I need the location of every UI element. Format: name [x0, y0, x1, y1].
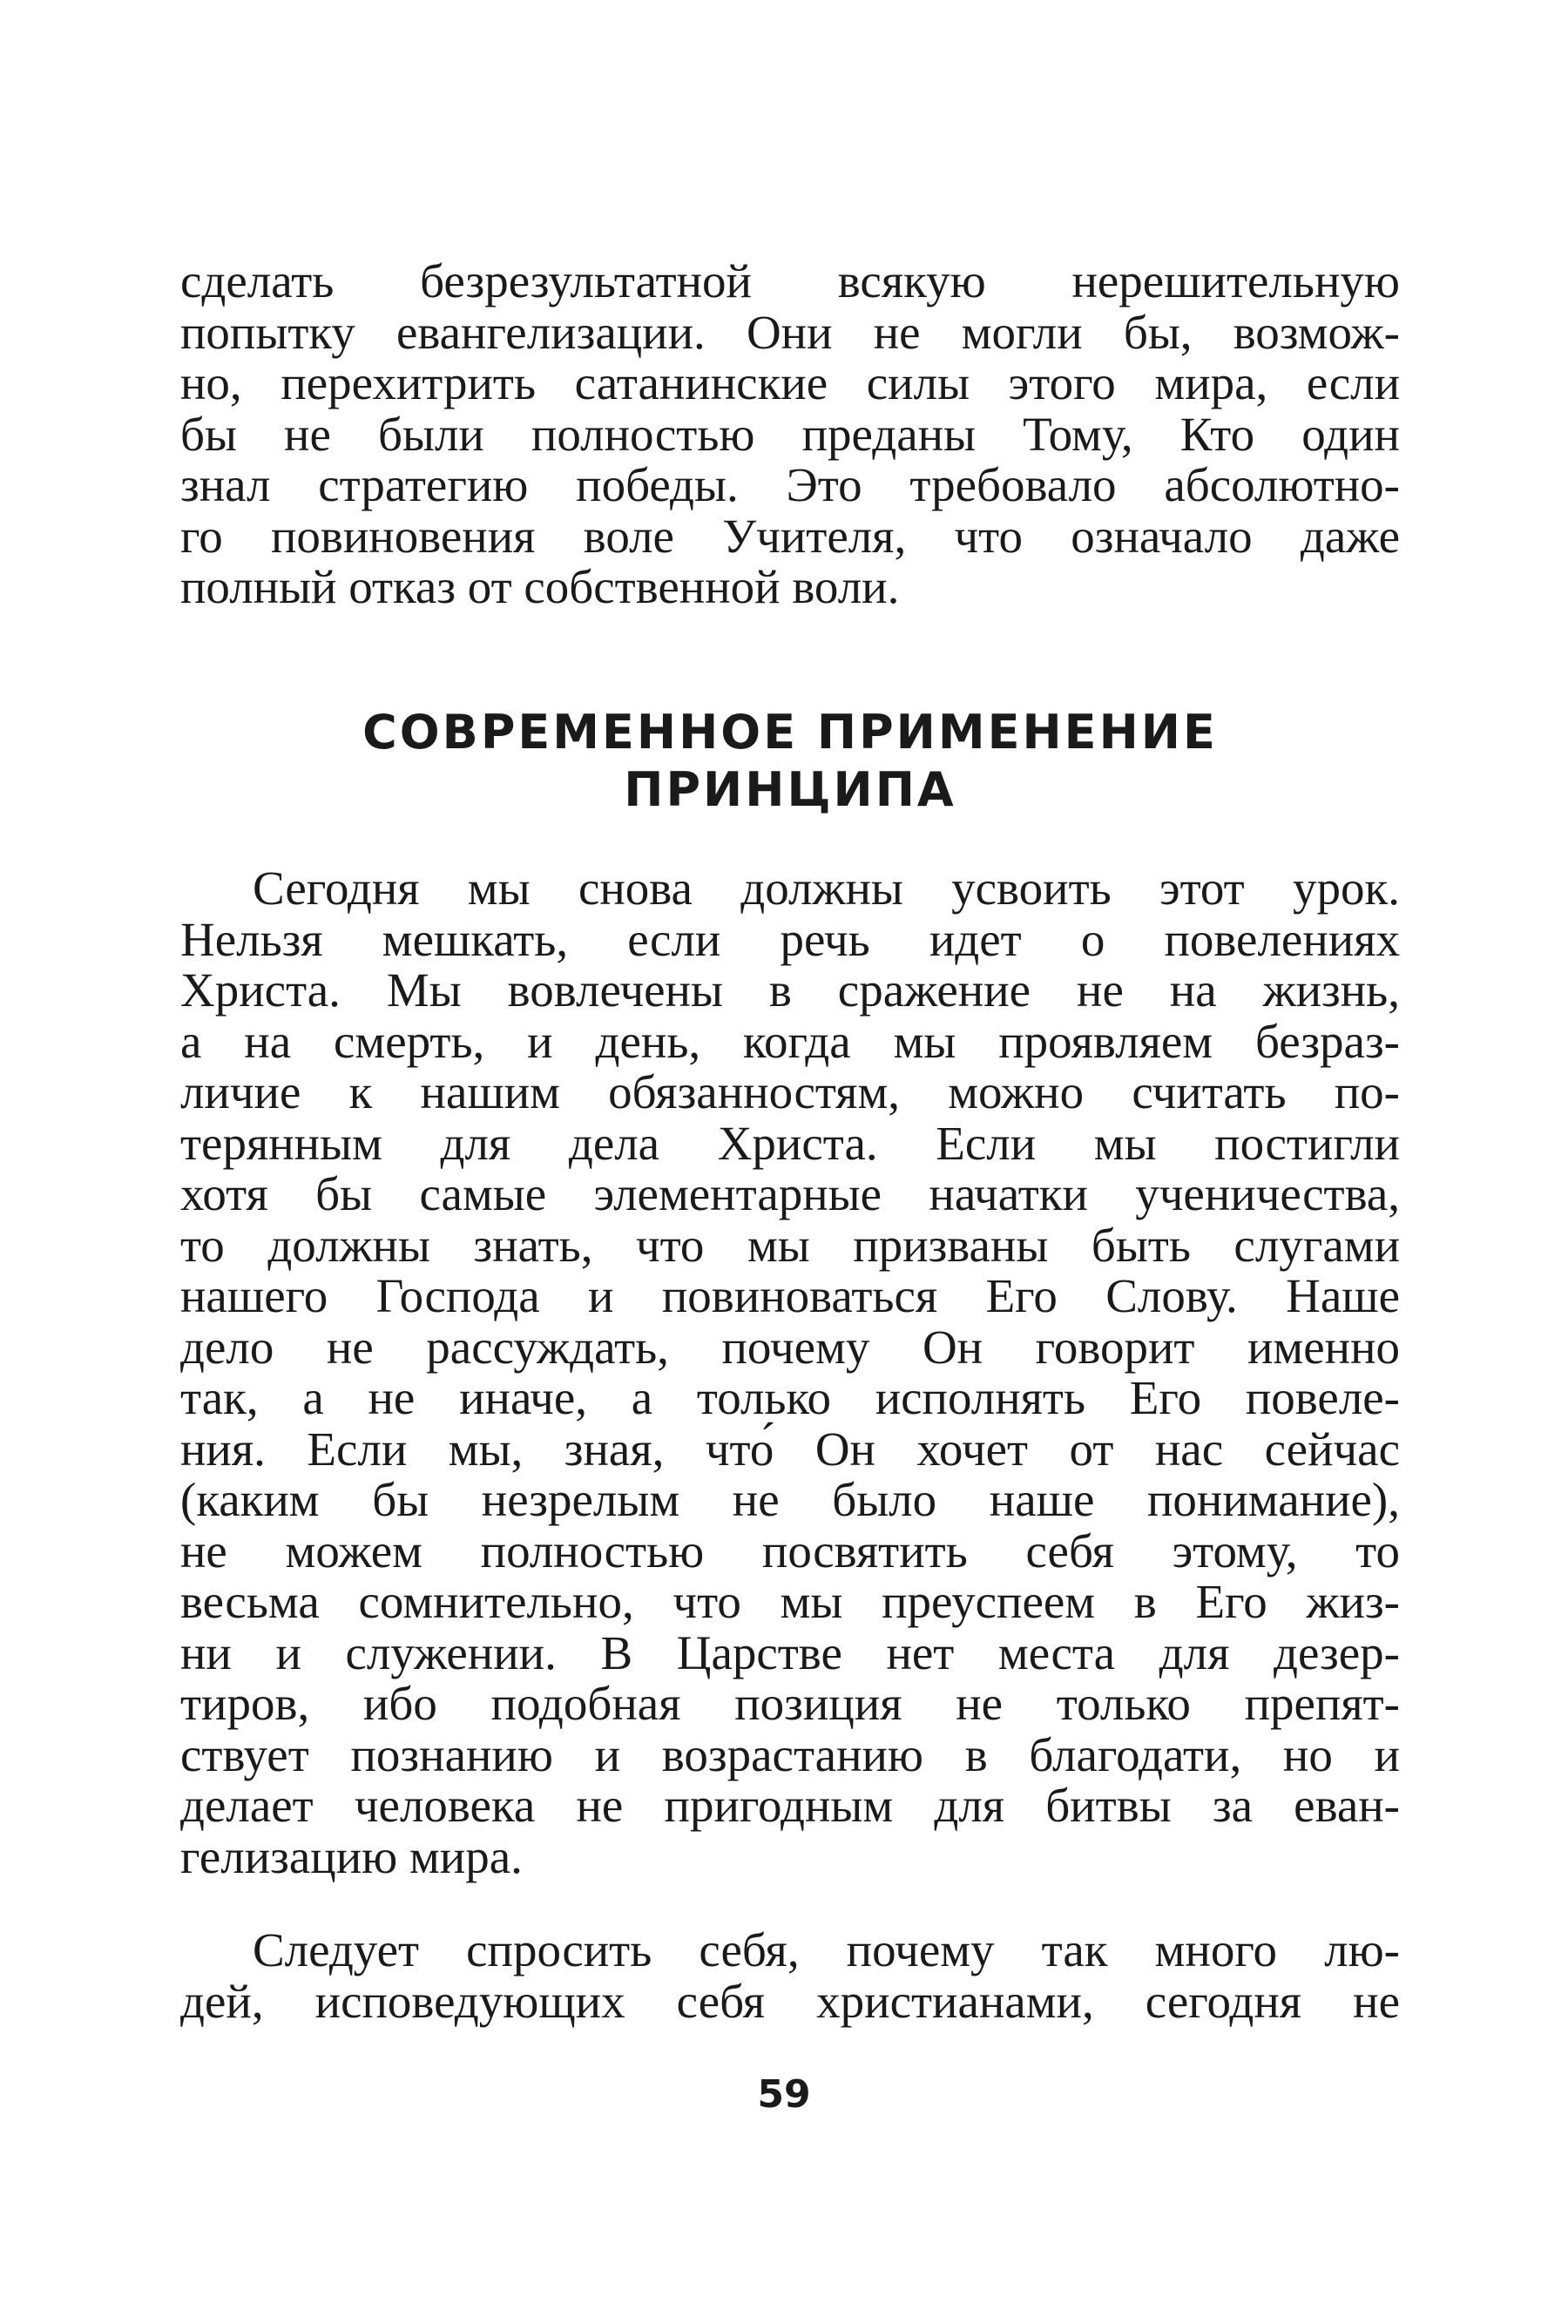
text-line: ни и служении. В Царстве нет места для дезер-	[180, 1625, 1400, 1679]
text-line: нашего Господа и повиноваться Его Слову. Наше	[180, 1269, 1400, 1322]
paragraph	[180, 1925, 1400, 2027]
text-line: (каким бы незрелым не было наше понимание),	[180, 1473, 1400, 1526]
text-line: полный отказ от собственной воли.	[180, 560, 900, 613]
text-line: бы не были полностью преданы Тому, Кто один	[180, 407, 1400, 461]
text-line: сделать безрезультатной всякую нерешительную	[180, 254, 1400, 307]
text-line: дей, исповедующих себя христианами, сегодня не	[180, 1974, 1400, 2028]
text-line: Сегодня мы снова должны усвоить этот урок.	[253, 861, 1400, 915]
text-line: ствует познанию и возрастанию в благодати, но и	[180, 1727, 1400, 1781]
text-line: а на смерть, и день, когда мы проявляем безраз-	[180, 1014, 1400, 1068]
text-line: тиров, ибо подобная позиция не только препят-	[180, 1677, 1400, 1730]
text-line: го повиновения воле Учителя, что означало даже	[180, 509, 1400, 563]
text-line: Нельзя мешкать, если речь идет о повелениях	[180, 912, 1400, 966]
text-line: не можем полностью посвятить себя этому, то	[180, 1523, 1400, 1577]
text-line: гелизацию мира.	[180, 1829, 523, 1883]
text-line: терянным для дела Христа. Если мы постигли	[180, 1116, 1400, 1170]
paragraph	[180, 863, 1400, 1882]
text-line: так, а не иначе, а только исполнять Его повеле-	[180, 1371, 1400, 1424]
text-line: делает человека не пригодным для битвы за еван-	[180, 1779, 1400, 1832]
section-heading-line: СОВРЕМЕННОЕ ПРИМЕНЕНИЕ	[362, 705, 1218, 760]
text-line: хотя бы самые элементарные начатки ученичества,	[180, 1167, 1400, 1220]
text-line: весьма сомнительно, что мы преуспеем в Его жиз-	[180, 1575, 1400, 1628]
text-line: ния. Если мы, зная, что́ Он хочет от нас сейчас	[180, 1422, 1400, 1476]
page-number: 59	[757, 2072, 811, 2117]
section-heading	[180, 704, 1400, 819]
text-line: личие к нашим обязанностям, можно считать по-	[180, 1065, 1400, 1118]
text-line: дело не рассуждать, почему Он говорит именно	[180, 1320, 1400, 1374]
text-line: но, перехитрить сатанинские силы этого мира, если	[180, 356, 1400, 409]
paragraph-continued	[180, 256, 1400, 613]
text-line: то должны знать, что мы призваны быть слугами	[180, 1218, 1400, 1272]
text-line: попытку евангелизации. Они не могли бы, возмож-	[180, 305, 1400, 359]
section-heading-line: ПРИНЦИПА	[624, 762, 956, 817]
text-line: знал стратегию победы. Это требовало абсолютно-	[180, 458, 1400, 511]
text-line: Следует спросить себя, почему так много лю-	[253, 1923, 1400, 1976]
text-line: Христа. Мы вовлечены в сражение не на жизнь,	[180, 963, 1400, 1017]
